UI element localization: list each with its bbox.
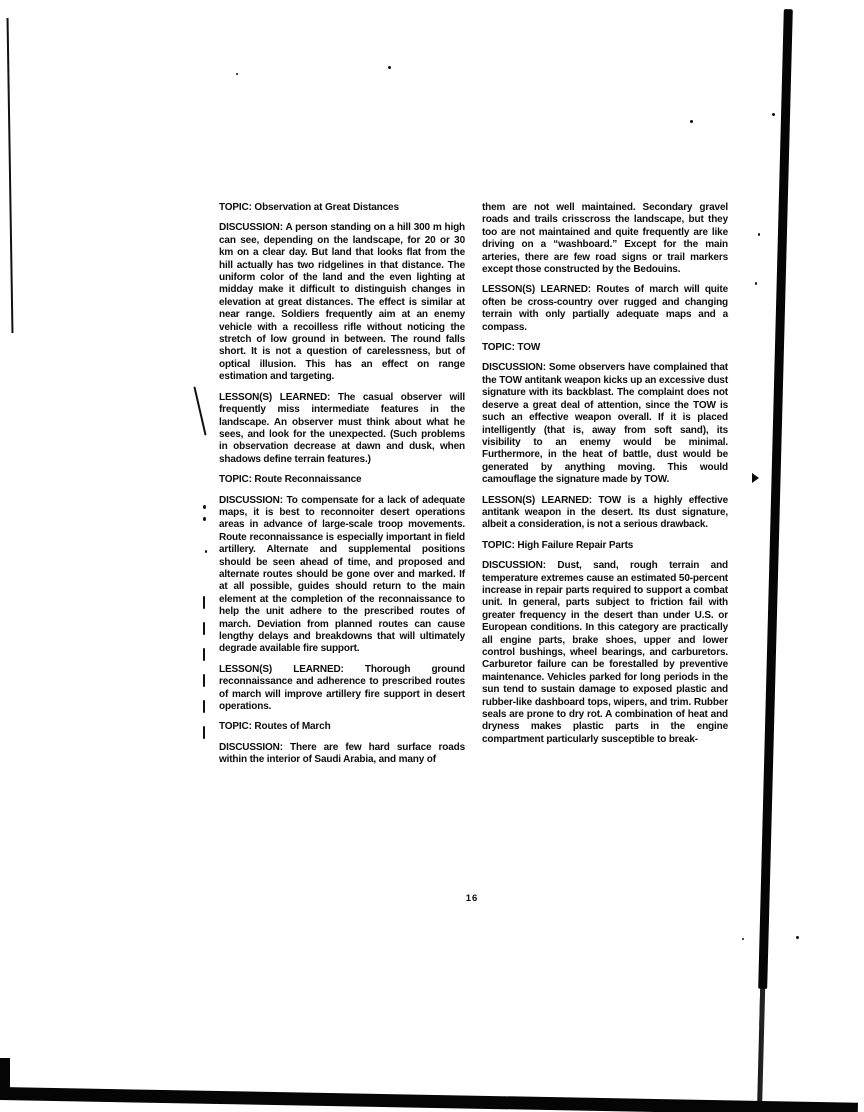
lessons-learned-paragraph-route-reconnaissance: LESSON(S) LEARNED: Thorough ground reconnaissance and adherence to prescribed routes of march will improve artillery fire support in desert operations. (219, 663, 465, 713)
scan-speck (796, 936, 799, 939)
lessons-learned-paragraph-observation: LESSON(S) LEARNED: The casual observer will frequently miss intermediate features in the landscape. An observer must think about what he sees, and look for the unexpected. (Such problems in observation decrease at dawn and dusk, when shadows define terrain features.) (219, 391, 465, 465)
scan-speck (742, 938, 744, 940)
discussion-paragraph-routes-of-march: DISCUSSION: There are few hard surface roads within the interior of Saudi Arabia, and many of (219, 741, 465, 766)
right-text-column (482, 202, 728, 754)
scan-speck (758, 233, 760, 236)
scan-speck (755, 282, 757, 285)
scan-dash (203, 622, 205, 635)
topic-heading-tow: TOPIC: TOW (482, 342, 541, 354)
scan-speck (690, 120, 693, 123)
scan-speck (236, 73, 238, 75)
scan-dot (203, 505, 206, 509)
scan-speck (205, 550, 207, 553)
discussion-paragraph-high-failure-repair-parts: DISCUSSION: Dust, sand, rough terrain and temperature extremes cause an estimated 50-percent increase in repair parts required to support a combat unit. In general, parts subject to friction fail with greater frequency in the desert than under U.S. or European conditions. In this category are practically all engine parts, brake shoes, upper and lower control bushings, wheel bearings, and carburetors. Carburetor failure can be forestalled by preventive maintenance. Vehicles parked for long periods in the sun tend to sustain damage to exposed plastic and rubber-like dashboard tops, wipers, and trim. Rubber seals are prone to dry rot. A combination of heat and dryness makes plastic parts in the engine compartment particularly susceptible to break- (482, 560, 728, 745)
scan-dash (203, 674, 205, 687)
scan-dash (203, 726, 205, 739)
lessons-learned-paragraph-tow: LESSON(S) LEARNED: TOW is a highly effective antitank weapon in the desert. Its dust signature, albeit a consideration, is not a serious drawback. (482, 494, 728, 531)
lessons-learned-paragraph-routes-of-march: LESSON(S) LEARNED: Routes of march will quite often be cross-country over rugged and changing terrain with only partially adequate maps and a compass. (482, 284, 728, 333)
scan-mark-arrowhead (752, 473, 759, 483)
scan-streak-right-bar (758, 9, 793, 989)
topic-heading-observation: TOPIC: Observation at Great Distances (219, 202, 399, 213)
topic-heading-routes-of-march: TOPIC: Routes of March (219, 721, 331, 733)
scan-mark-margin-colon (203, 505, 206, 529)
scan-streak-bottom-bar (0, 1087, 858, 1112)
scan-dash (203, 596, 205, 609)
scan-mark-left-vertical-line (7, 18, 14, 333)
scan-dot (203, 517, 206, 521)
continuation-paragraph-routes-of-march: them are not well maintained. Secondary gravel roads and trails crisscross the landscape, but they too are not maintained and quite frequently are like driving on a “washboard.” Except for the main arteries, there are few road signs or trail markers except those constructed by the Bedouins. (482, 202, 728, 276)
scan-dash (203, 700, 205, 713)
discussion-paragraph-route-reconnaissance: DISCUSSION: To compensate for a lack of adequate maps, it is best to reconnoiter desert operations areas in advance of large-scale troop movements. Route reconnaissance is especially important in field artillery. Alternate and supplemental positions should be seen ahead of time, and proposed and alternate routes should be gone over and marked. If at all possible, guides should return to the main element at the completion of the reconnaissance to help the unit adhere to the prescribed routes of march. Deviation from planned routes can cause lengthy delays and breakdowns that will ultimately degrade available fire support. (219, 494, 465, 655)
scan-streak-bottom-left-stub (0, 1058, 10, 1092)
scan-mark-margin-slash (193, 386, 206, 435)
left-text-column (219, 202, 465, 775)
scan-speck (772, 113, 775, 116)
scan-mark-margin-dashes (203, 596, 205, 752)
scan-dash (203, 648, 205, 661)
discussion-paragraph-observation: DISCUSSION: A person standing on a hill 300 m high can see, depending on the landscape, for 20 or 30 km on a clear day. But land that looks flat from the hill actually has two ridgelines in that distance. The uniform color of the land and the even lighting at midday make it difficult to distinguish changes in elevation at great distances. The effect is similar at near range. Soldiers frequently aim at an enemy vehicle with a recoilless rifle without noticing the stretch of low ground in between. The round falls short. It is not a question of carelessness, but of optical illusion. This has an effect on range estimation and targeting. (219, 222, 465, 383)
scan-speck (388, 66, 391, 69)
page-number: 16 (465, 893, 479, 904)
topic-heading-route-reconnaissance: TOPIC: Route Reconnaissance (219, 474, 362, 486)
discussion-paragraph-tow: DISCUSSION: Some observers have complained that the TOW antitank weapon kicks up an excessive dust signature with its backblast. The complaint does not deserve a great deal of attention, since the TOW is such an effective weapon overall. If it is placed intelligently (that is, away from soft sand), its visibility to an enemy would be minimal. Furthermore, in the heat of battle, dust would be generated by anything moving. This would camouflage the signature made by TOW. (482, 362, 728, 486)
topic-heading-high-failure-repair-parts: TOPIC: High Failure Repair Parts (482, 539, 634, 551)
